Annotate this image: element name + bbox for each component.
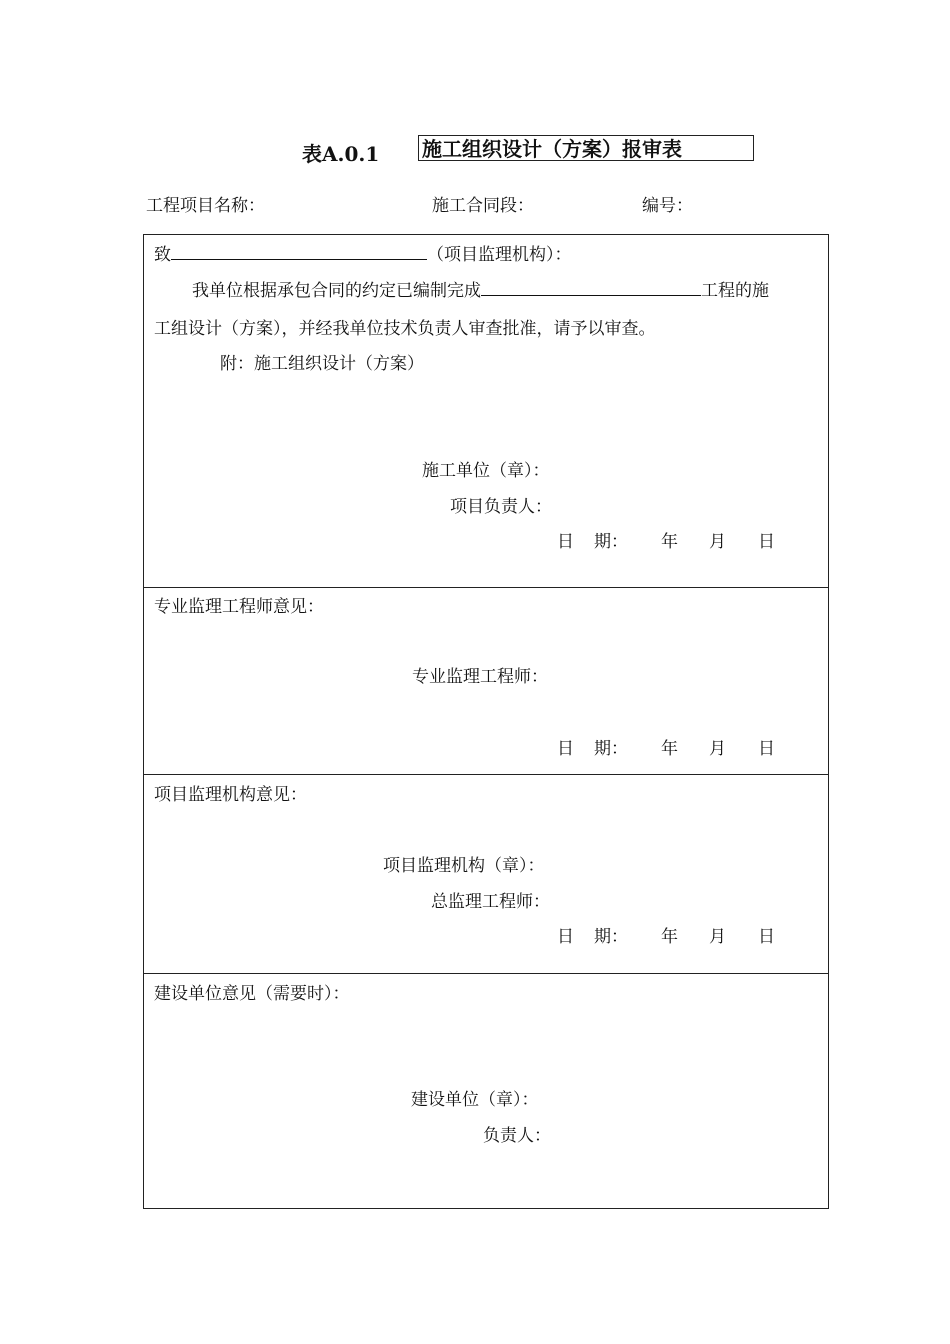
body-line-1: 我单位根据承包合同的约定已编制完成 工程的施 [192,276,769,301]
form-title: 施工组织设计（方案）报审表 [418,135,754,161]
attachment-line: 附：施工组织设计（方案） [220,354,424,374]
to-prefix: 致 [154,245,171,265]
section-contractor: 致 （项目监理机构）： 我单位根据承包合同的约定已编制完成 工程的施 工组设计（方案），并经我单位技术负责人审查批准，请予以审查。 附：施工组织设计（方案） 施工单位（章）： 项目负责人： 日 期： 年 月 日 [144,235,828,588]
owner-opinion-heading: 建设单位意见（需要时）： [154,984,350,1004]
form-code: 表A.0.1 [302,142,380,166]
owner-seal-label: 建设单位（章）： [411,1090,539,1110]
specialist-engineer-label: 专业监理工程师： [412,667,548,687]
chief-engineer-label: 总监理工程师： [431,892,550,912]
project-blank[interactable] [481,277,701,296]
specialist-opinion-heading: 专业监理工程师意见： [154,597,324,617]
number-label: 编号： [642,196,693,216]
addressee-blank[interactable] [171,241,427,260]
agency-seal-label: 项目监理机构（章）： [383,856,545,876]
owner-signer-label: 负责人： [483,1126,551,1146]
section-owner [144,974,828,1210]
agency-opinion-heading: 项目监理机构意见： [154,785,307,805]
project-manager-label: 项目负责人： [450,497,552,517]
approval-form-table [143,234,829,1209]
section-supervision-agency: 项目监理机构意见： 项目监理机构（章）： 总监理工程师： 日 期： 年 月 日 [144,775,828,974]
addressee-line [154,240,572,265]
contract-section-label: 施工合同段： [432,196,534,216]
body-line-2: 工组设计（方案），并经我单位技术负责人审查批准，请予以审查。 [154,319,656,339]
to-suffix: （项目监理机构）： [427,245,572,265]
section-specialist-engineer: 专业监理工程师意见： 专业监理工程师： 日 期： 年 月 日 [144,588,828,775]
project-name-label: 工程项目名称： [146,196,265,216]
contractor-seal-label: 施工单位（章）： [422,461,550,481]
